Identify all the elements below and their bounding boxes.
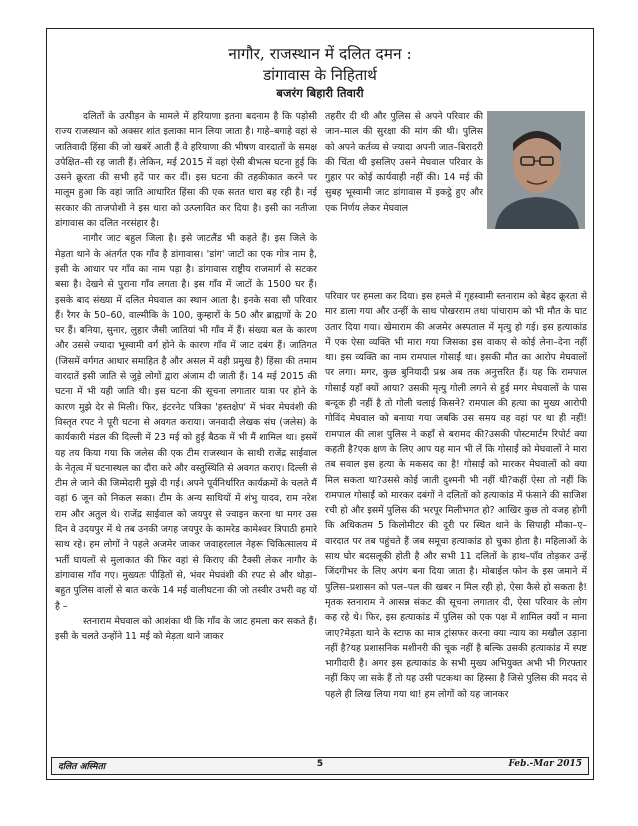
- page-number: 5: [316, 759, 324, 769]
- right-top-column: तहरीर दी थी और पुलिस से अपने परिवार की जान–माल की सुरक्षा की मांग की थी। पुलिस को अपने कर्तव्य से ज्यादा अपनी जात–बिरादरी की चिंता थी इसलिए उसने मेघवाल परिवार के गुहार पर कोई कार्यवाही नहीं की। 14 मई की सुबह भूस्वामी जाट डांगावास में इकट्ठे हुए और एक निर्णय लेकर मेघवाल: [325, 111, 483, 214]
- article-title-line2: डांगावास के निहितार्थ: [263, 66, 377, 84]
- article-header: [47, 29, 593, 101]
- issue-date: Feb.-Mar 2015: [508, 759, 582, 769]
- author-photo: [487, 111, 585, 229]
- left-column: [55, 109, 317, 749]
- article-title-line1: नागौर, राजस्थान में दलित दमन :: [228, 45, 412, 63]
- paragraph: स्तनाराम मेघवाल को आशंका थी कि गाँव के जाट हमला कर सकते हैं। इसी के चलते उन्होंने 11 मई को मेड़ता थाने जाकर: [55, 615, 317, 643]
- article-author: बजरंग बिहारी तिवारी: [276, 86, 364, 100]
- magazine-name: दलित अस्मिता: [58, 762, 106, 772]
- portrait-image: [487, 111, 585, 229]
- paragraph: नागौर जाट बहुल जिला है। इसे जाटलैंड भी कहते हैं। इस जिले के मेड़ता थाने के अंतर्गत एक गाँव है डांगावास। 'डांग' जाटों का एक गोत्र नाम है, इसी के आधार पर गाँव का नाम पड़ा है। डांगावास राष्ट्रीय राजमार्ग से सटकर बसा है। देखने से पुराना गाँव लगता है। इस गाँव में जाटों के 1500 घर हैं। इसके बाद संख्या में दलित मेघवाल का स्थान आता है। इनके सवा सौ परिवार हैं। रैगर के 50–60, वाल्मीकि के 100, कुम्हारों के 50 और ब्राह्मणों के 20 घर हैं। बनिया, सुनार, लुहार जैसी जातियां भी गाँव में हैं। संख्या बल के कारण और उससे ज्यादा भूस्वामी वर्ग होने के कारण गाँव में जाट दबंग हैं। जातिगत (जिसमें वर्गगत आधार समाहित है और असल में वही प्रमुख है) हिंसा की तमाम वारदातें इसी जाति से जुड़े लोगों द्वारा अंजाम दी जाती हैं। 14 मई 2015 की घटना में भी यही जाति थी। इस घटना की सूचना लगातार यात्रा पर होने के कारण मुझे देर से मिली। फिर, इंटरनेट पत्रिका 'हस्तक्षेप' में भंवर मेघवंशी की विस्तृत रपट ने पूरी घटना से अवगत कराया। जनवादी लेखक संघ (जलेस) के कार्यकारी मंडल की दिल्ली में 23 मई को हुई बैठक में भी मैं शामिल था। इसमें यह तय किया गया कि जलेस की एक टीम राजस्थान के साथी राजेंद्र साईवाल के नेतृत्व में घटनास्थल का दौरा करे और वस्तुस्थिति से अवगत कराए। दिल्ली से टीम ले जाने की जिम्मेदारी मुझे दी गई। अपने पूर्वनिर्धारित कार्यक्रमों के चलते मैं वहां 6 जून को निकल सका। टीम के अन्य साथियों में शंभु यादव, राम नरेश राम और अतुल थे। राजेंद्र साईवाल को जयपुर से ज्वाइन करना था मगर उस दिन वे उदयपुर में थे तब उनकी जगह जयपुर के कामरेड कामेश्वर त्रिपाठी हमारे साथ रहे। हम लोगों ने पहले अजमेर जाकर जवाहरलाल नेहरू चिकित्सालय में भर्ती घायलों से मुलाकात की फिर वहां से किराए की टैक्सी लेकर नागौर के डांगावास गाँव गए। मुख्यतः पीड़ितों से, भंवर मेघवंशी की रपट से और थोड़ा–बहुत पुलिस वालों से बात करके 14 मई वालीघटना की जो तस्वीर उभरी वह यों है –: [55, 233, 317, 612]
- right-column: परिवार पर हमला कर दिया। इस हमले में गृहस्वामी स्तनाराम को बेहद क्रूरता से मार डाला गया और उन्हीं के साथ पोखरराम तथा पांचाराम को भी मौत के घाट उतार दिया गया। खेमाराम की अजमेर अस्पताल में मृत्यु हो गई। इस हत्याकांड में एक ऐसा व्यक्ति भी मारा गया जिसका इस वाकए से कोई लेना–देना नहीं था। इस व्यक्ति का नाम रामपाल गोसाईं था। इसकी मौत का आरोप मेघवालों पर लगा। मगर, कुछ बुनियादी प्रश्न अब तक अनुत्तरित हैं। यह कि रामपाल गोसाईं यहाँ क्यों आया? उसकी मृत्यु गोली लगने से हुई मगर मेघवालों के पास बन्दूक ही नहीं है तो गोली चलाई किसने? रामपाल की हत्या का मुख्य आरोपी गोविंद मेघवाल को बनाया गया जबकि उस समय वह वहां पर था ही नहीं! रामपाल की लाश पुलिस ने कहाँ से बरामद की?उसकी पोस्टमार्टम रिपोर्ट क्या कहती है?एक क्षण के लिए आप यह मान भी लें कि गोसाईं को मेघवालों ने मारा तब सवाल इस हत्या के मकसद का है! गोसाईं को मारकर मेघवालों को क्या मिल सकता था?उससे कोई जाती दुश्मनी भी नहीं थी?कहीं ऐसा तो नहीं कि रामपाल गोसाईं को मारकर दबंगों ने दलितों को हत्याकांड में फंसाने की साजिश रची हो और इसमें पुलिस की भरपूर मिलीभगत हो? आखिर कुछ तो वजह होगी कि अधिकतम 5 किलोमीटर की दूरी पर स्थित थाने के सिपाही मौका–ए–वारदात पर तब पहुंचते हैं जब समूचा हत्याकांड हो चुका होता है। महिलाओं के साथ घोर बदसलूकी होती है और सभी 11 दलितों के हाथ–पाँव तोड़कर उन्हें जिंदगीभर के लिए अपंग बना दिया जाता है। मोबाईल फोन के इस जमाने में पुलिस–प्रशासन को पल–पल की खबर न मिल रही हो, ऐसा कैसे हो सकता है! मृतक स्तनाराम ने आसन्न संकट की सूचना लगातार दी, ऐसा परिवार के लोग कह रहे थे। फिर, इस हत्याकांड में पुलिस को एक पक्ष में शामिल क्यों न माना जाए?मेड़ता थाने के स्टाफ का मात्र ट्रांसफर करना क्या न्याय का मखौल उड़ाना नहीं है?यह प्रशासनिक मशीनरी की चूक नहीं है बल्कि उसकी हत्याकांड में स्पष्ट भागीदारी है। अगर इस हत्याकांड के सभी मुख्य अभियुक्त अभी भी गिरफ्तार नहीं किए जा सके हैं तो यह उसी पटकथा का हिस्सा है जिसे पुलिस की मदद से पहले ही लिख लिया गया था! हम लोगों को यह जानकर: [325, 291, 587, 700]
- page-frame: [46, 28, 594, 780]
- page-footer: [51, 757, 589, 775]
- paragraph: दलितों के उत्पीड़न के मामले में हरियाणा इतना बदनाम है कि पड़ोसी राज्य राजस्थान को अक्सर शांत इलाका मान लिया जाता है। गाहे–बगाहे वहां से जातिवादी हिंसा की जो खबरें आती हैं वे हरियाणा की भीषण वारदातों के समक्ष उपेक्षित–सी रह जाती हैं। लेकिन, मई 2015 में वहां ऐसी बीभत्स घटना हुई कि उसने क्रूरता की सभी हदें पार कर दीं। इस घटना की तहकीकात करने पर मालूम हुआ कि वहां जाति आधारित हिंसा की एक सतत धारा बह रही है। नई सरकार की ताजपोशी ने इस धारा को उत्प्लावित कर दिया है। इसी का नतीजा डांगावास का दलित नरसंहार है।: [55, 111, 317, 230]
